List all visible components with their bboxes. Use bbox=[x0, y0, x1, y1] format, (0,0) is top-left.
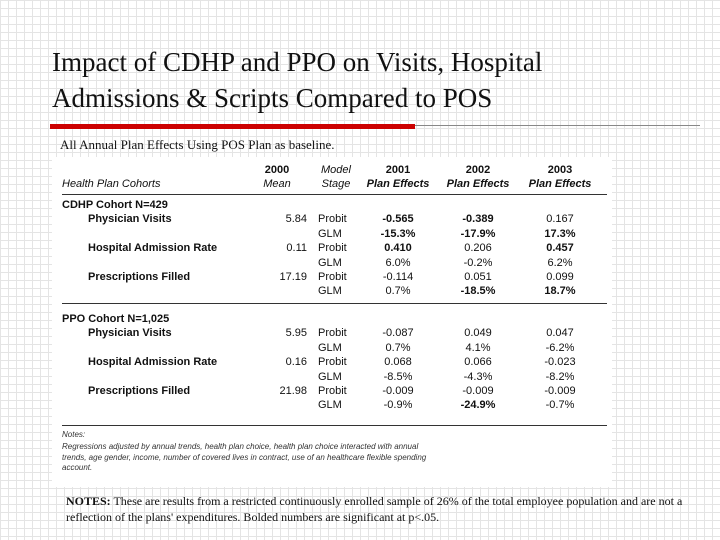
title-line-1: Impact of CDHP and PPO on Visits, Hospital bbox=[52, 47, 543, 77]
model-stage: Probit bbox=[318, 242, 347, 255]
effect-2002-value: 0.066 bbox=[464, 356, 492, 369]
header-2003-year: 2003 bbox=[547, 164, 573, 176]
effect-2001-value: -0.114 bbox=[382, 271, 414, 283]
effect-2001-value: 0.7% bbox=[385, 285, 411, 298]
mean-2000-value: 0.11 bbox=[286, 242, 307, 255]
effect-2001-value: -8.5% bbox=[383, 370, 413, 383]
measure-label: Hospital Admission Rate bbox=[88, 242, 218, 255]
model-stage: GLM bbox=[318, 227, 342, 240]
effect-2003-value: -6.2% bbox=[545, 341, 575, 354]
model-stage: GLM bbox=[318, 341, 342, 354]
effect-2003-value: -8.2% bbox=[545, 370, 575, 383]
results-table bbox=[52, 157, 612, 487]
header-2000-year: 2000 bbox=[264, 164, 290, 176]
header-cohorts: Health Plan Cohorts bbox=[62, 178, 161, 190]
measure-label: Hospital Admission Rate bbox=[88, 356, 218, 369]
model-stage: GLM bbox=[318, 399, 342, 412]
mean-2000-value: 21.98 bbox=[279, 385, 307, 397]
effect-2001-value: -0.009 bbox=[382, 385, 414, 397]
mean-2000-value: 5.84 bbox=[285, 213, 307, 226]
notes-text: Regressions adjusted by annual trends, health plan choice, health plan choice interacted with annual trends, age gender, income, number of covered lives in contract, use of an healthcare flexible spending account. bbox=[62, 442, 427, 472]
header-stage: Stage bbox=[321, 178, 351, 190]
measure-label: Prescriptions Filled bbox=[88, 385, 191, 397]
effect-2001-value: 0.068 bbox=[384, 356, 412, 369]
mean-2000-value: 0.16 bbox=[285, 356, 307, 369]
effect-2001-value: 0.7% bbox=[385, 341, 411, 354]
footnote-lead: NOTES: bbox=[66, 494, 111, 508]
effect-2002-value: -0.389 bbox=[462, 213, 494, 226]
title-divider-line bbox=[415, 125, 700, 126]
effect-2001-value: -0.565 bbox=[382, 213, 414, 226]
effect-2002-value: -17.9% bbox=[460, 227, 496, 240]
cohort-heading: PPO Cohort N=1,025 bbox=[62, 313, 170, 325]
header-2002-label: Plan Effects bbox=[446, 178, 510, 190]
header-rule bbox=[62, 194, 607, 195]
model-stage: Probit bbox=[318, 356, 347, 369]
effect-2003-value: 0.167 bbox=[546, 213, 574, 226]
effect-2002-value: -0.2% bbox=[463, 256, 493, 269]
effect-2003-value: -0.009 bbox=[544, 385, 576, 397]
header-2001-year: 2001 bbox=[385, 164, 411, 176]
footnote bbox=[66, 493, 686, 525]
model-stage: Probit bbox=[318, 327, 347, 340]
title-line-2: Admissions & Scripts Compared to POS bbox=[52, 83, 493, 113]
effect-2003-value: 6.2% bbox=[547, 256, 573, 269]
slide-subtitle: All Annual Plan Effects Using POS Plan as baseline. bbox=[60, 137, 335, 152]
notes-label: Notes: bbox=[62, 430, 86, 439]
measure-label: Physician Visits bbox=[88, 213, 172, 226]
header-2003-label: Plan Effects bbox=[528, 178, 592, 190]
model-stage: GLM bbox=[318, 285, 342, 298]
cohort-divider bbox=[62, 303, 607, 304]
effect-2002-value: 0.206 bbox=[464, 242, 492, 255]
header-2002-year: 2002 bbox=[465, 164, 491, 176]
effect-2001-value: -0.087 bbox=[382, 327, 414, 340]
header-model: Model bbox=[321, 164, 351, 176]
model-stage: Probit bbox=[318, 271, 347, 283]
effect-2003-value: 17.3% bbox=[544, 227, 576, 240]
header-2001-label: Plan Effects bbox=[366, 178, 430, 190]
model-stage: GLM bbox=[318, 256, 342, 269]
effect-2001-value: -15.3% bbox=[380, 227, 416, 240]
cohort-heading: CDHP Cohort N=429 bbox=[62, 199, 168, 211]
effect-2003-value: -0.7% bbox=[545, 399, 575, 412]
effect-2003-value: 18.7% bbox=[544, 285, 576, 298]
effect-2001-value: -0.9% bbox=[383, 399, 413, 412]
effect-2002-value: -0.009 bbox=[462, 385, 494, 397]
mean-2000-value: 5.95 bbox=[285, 327, 307, 340]
title-accent-bar bbox=[50, 124, 415, 129]
mean-2000-value: 17.19 bbox=[279, 271, 307, 283]
effect-2001-value: 0.410 bbox=[384, 242, 412, 255]
measure-label: Prescriptions Filled bbox=[88, 271, 191, 283]
slide-title bbox=[52, 44, 692, 116]
header-2000-label: Mean bbox=[263, 178, 291, 190]
effect-2003-value: -0.023 bbox=[544, 356, 576, 369]
effect-2002-value: 0.051 bbox=[464, 271, 492, 283]
effect-2002-value: -18.5% bbox=[460, 285, 496, 298]
effect-2003-value: 0.047 bbox=[546, 327, 574, 340]
measure-label: Physician Visits bbox=[88, 327, 172, 340]
footnote-text: These are results from a restricted continuously enrolled sample of 26% of the total employee population and are not a reflection of the plans' expenditures. Bolded numbers are significant at p<.05. bbox=[66, 494, 683, 524]
effect-2003-value: 0.457 bbox=[546, 242, 574, 255]
effect-2003-value: 0.099 bbox=[546, 271, 574, 283]
effect-2002-value: 0.049 bbox=[464, 327, 492, 340]
table-bottom-rule bbox=[62, 425, 607, 426]
model-stage: Probit bbox=[318, 385, 347, 397]
effect-2001-value: 6.0% bbox=[385, 256, 411, 269]
effect-2002-value: -4.3% bbox=[463, 370, 493, 383]
model-stage: GLM bbox=[318, 370, 342, 383]
effect-2002-value: -24.9% bbox=[460, 399, 496, 412]
effect-2002-value: 4.1% bbox=[465, 341, 491, 354]
model-stage: Probit bbox=[318, 213, 347, 226]
